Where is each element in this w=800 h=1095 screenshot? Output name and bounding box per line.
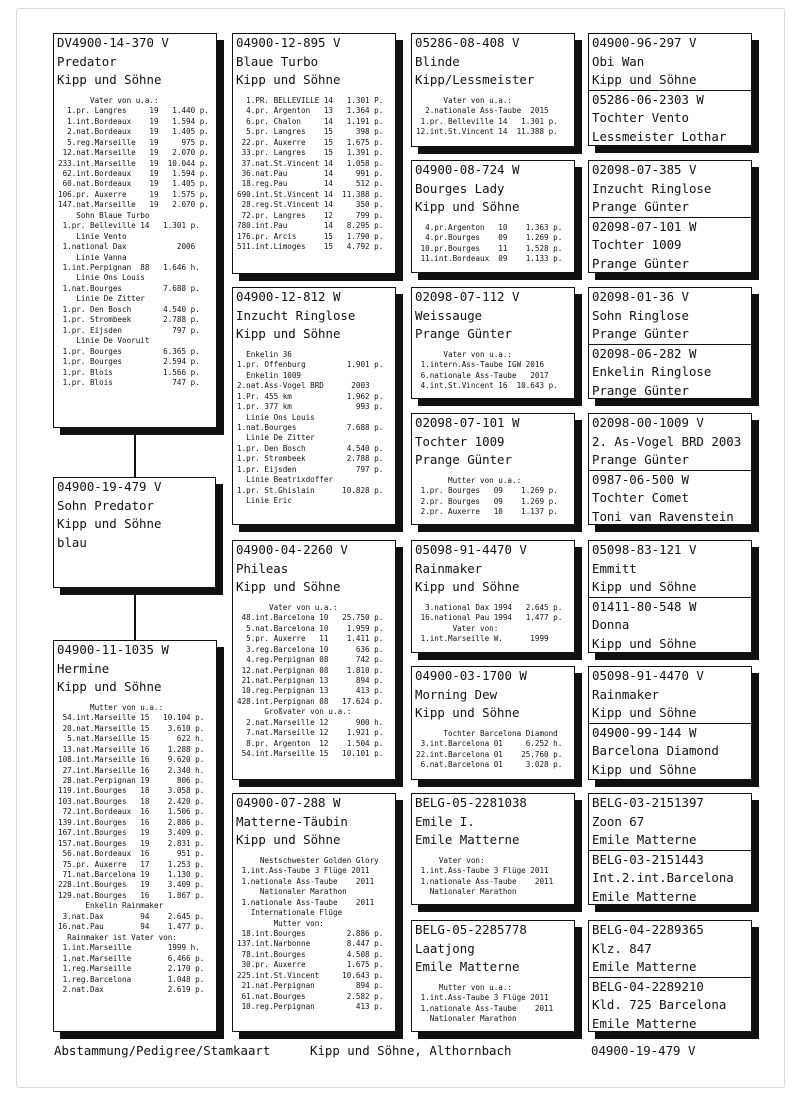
pigeon-line: Kipp und Söhne	[57, 72, 162, 88]
pigeon-line: Barcelona Diamond	[592, 743, 719, 759]
ancestor-entry	[589, 344, 751, 399]
ring-number: 04900-08-724 W	[415, 162, 520, 177]
ancestor-entry	[589, 977, 751, 1032]
great-grandparent-card	[411, 540, 575, 653]
father-card	[53, 33, 217, 428]
ancestor-entry	[589, 850, 751, 905]
pigeon-line: Rainmaker	[415, 560, 483, 576]
pigeon-line: Tochter 1009	[415, 433, 505, 449]
pigeon-line: Hermine	[57, 660, 110, 676]
pigeon-line: Emile Matterne	[415, 959, 520, 975]
pigeon-line: Emmitt	[592, 560, 637, 576]
ring-number: 04900-12-895 V	[236, 35, 341, 50]
pigeon-line: Morning Dew	[415, 686, 498, 702]
ring-number: 04900-11-1035 W	[57, 642, 169, 657]
ring-number: 02098-01-36 V	[592, 289, 689, 304]
pigeon-line: Prange Günter	[592, 452, 689, 468]
connector-line	[134, 432, 136, 478]
ring-number: 05098-91-4470 V	[592, 668, 704, 683]
ring-number: 05286-06-2303 W	[592, 91, 704, 107]
ancestor-entry	[589, 90, 751, 146]
ring-number: 04900-04-2260 V	[236, 542, 348, 557]
pigeon-line: Prange Günter	[592, 382, 689, 398]
performance-record: Vater von: 1.int.Ass-Taube 3 Flüge 2011 1.nationale Ass-Taube 2011 Nationaler Marathon	[420, 855, 554, 897]
ancestor-entry	[589, 723, 751, 780]
pigeon-line: Kipp und Söhne	[592, 635, 697, 651]
pigeon-line: Inzucht Ringlose	[236, 307, 356, 323]
great-grandparent-card	[411, 33, 575, 147]
pigeon-line: Kipp und Söhne	[592, 705, 697, 721]
ancestor-entry	[589, 667, 751, 723]
ring-number: 04900-99-144 W	[592, 724, 697, 740]
ring-number: 04900-19-479 V	[57, 479, 162, 494]
ring-number: BELG-04-2289365	[592, 922, 704, 937]
pigeon-line: Zoon 67	[592, 813, 645, 829]
pigeon-line: Donna	[592, 617, 630, 633]
performance-record: Vater von u.a.: 1.pr. Langres 19 1.440 p. 1.int.Bordeaux 19 1.594 p. 2.nat.Bordeaux 19 1.405 p. 5.reg.Marseille 19 975 p. 12.nat.Marseille 19 2.070 p. 233.int.Marseille 19 10.044 p. 62.int.Bordeaux 19 1.594 p. 60.nat.Bordeaux 19 1.405 p. 106.pr. Auxerre 19 1.575 p. 147.nat.Marseille 19 2.070 p. Sohn Blaue Turbo 1.pr. Belleville 14 1.301 p. Linie Vento 1.national Dax 2006 Linie Vanna 1.int.Perpignan 88 1.646 h. Linie Ons Louis 1.nat.Bourges 7.688 p. Linie De Zitter 1.pr. Den Bosch 4.540 p. 1.pr. Strombeek 2.788 p. 1.pr. Eijsden 797 p. Linie De Vooruit 1.pr. Bourges 6.365 p. 1.pr. Bourges 2.594 p. 1.pr. Blois 1.566 p. 1.pr. Blois 747 p.	[58, 95, 209, 388]
pigeon-line: Kipp und Söhne	[236, 72, 341, 88]
pigeon-line: Klz. 847	[592, 940, 652, 956]
pigeon-line: Matterne-Täubin	[236, 813, 348, 829]
ancestor-entry	[589, 794, 751, 850]
pigeon-line: Toni van Ravenstein	[592, 508, 734, 524]
performance-record: 3.national Dax 1994 2.645 p. 16.national Pau 1994 1.477 p. Vater von: 1.int.Marseille W. 1999	[420, 602, 563, 644]
pigeon-line: Tochter Vento	[592, 110, 689, 126]
performance-record: Tochter Barcelona Diamond 3.int.Barcelona 01 6.252 h. 22.int.Barcelona 01 25.760 p. 6.nat.Barcelona 01 3.028 p.	[416, 728, 563, 770]
performance-record: Enkelin 36 1.pr. Offenburg 1.901 p. Enkelin 1009 2.nat.Ass-Vogel BRD 2003 1.Pr. 455 km 1.962 p. 1.pr. 377 km 993 p. Linie Ons Louis 1.nat.Bourges 7.688 p. Linie De Zitter 1.pr. Den Bosch 4.540 p. 1.pr. Strombeek 2.788 p. 1.pr. Eijsden 797 p. Linie Beatrixdoffer 1.pr. St.Ghislain 10.828 p. Linie Eric	[237, 349, 384, 506]
ring-number: 05098-83-121 V	[592, 542, 697, 557]
pigeon-line: Laatjong	[415, 940, 475, 956]
ring-number: DV4900-14-370 V	[57, 35, 169, 50]
footer-ring: 04900-19-479 V	[591, 1043, 696, 1058]
grandparent-card	[232, 33, 396, 274]
pigeon-line: Tochter 1009	[592, 237, 682, 253]
great-grandparent-card	[411, 160, 575, 273]
pigeon-line: Emile Matterne	[592, 832, 697, 848]
pigeon-line: Kld. 725 Barcelona	[592, 997, 727, 1013]
ring-number: 04900-03-1700 W	[415, 668, 527, 683]
performance-record: Nestschwester Golden Glory 1.int.Ass-Taube 3 Flüge 2011 1.nationale Ass-Taube 2011 Nationaler Marathon 1.nationale Ass-Taube 2011 Internationale Flüge Mutter von: 18.int.Bourges 2.886 p. 137.int.Narbonne 8.447 p. 78.int.Bourges 4.508 p. 30.pr. Auxerre 1.675 p. 225.int.St.Vincent 10.643 p. 21.nat.Perpignan 894 p. 61.nat.Bourges 2.582 p. 10.reg.Perpignan 413 p.	[237, 855, 384, 1012]
ancestor-entry	[589, 217, 751, 273]
pigeon-line: Blaue Turbo	[236, 53, 319, 69]
pigeon-line: Inzucht Ringlose	[592, 180, 712, 196]
pigeon-line: Kipp und Söhne	[415, 199, 520, 215]
pigeon-line: Kipp und Söhne	[236, 579, 341, 595]
pigeon-line: Emile Matterne	[592, 888, 697, 904]
subject-card	[53, 477, 216, 588]
pigeon-line: Sohn Predator	[57, 497, 154, 513]
pigeon-line: Kipp und Söhne	[57, 679, 162, 695]
great-great-grandparent-pair	[588, 666, 752, 780]
footer-title: Abstammung/Pedigree/Stamkaart	[54, 1043, 271, 1058]
ancestor-entry	[589, 597, 751, 653]
pigeon-line: blau	[57, 534, 87, 550]
pigeon-line: Kipp und Söhne	[592, 72, 697, 88]
ring-number: 02098-07-112 V	[415, 289, 520, 304]
ring-number: 0987-06-500 W	[592, 471, 689, 487]
pigeon-line: Prange Günter	[415, 326, 512, 342]
footer-breeder: Kipp und Söhne, Althornbach	[310, 1043, 512, 1058]
pigeon-line: Kipp und Söhne	[236, 326, 341, 342]
grandparent-card	[232, 287, 396, 525]
ring-number: 02098-07-101 W	[592, 218, 697, 234]
connector-line	[134, 595, 136, 641]
ancestor-entry	[589, 414, 751, 470]
ring-number: BELG-04-2289210	[592, 978, 704, 994]
ancestor-entry	[589, 470, 751, 525]
pigeon-line: Rainmaker	[592, 686, 660, 702]
pigeon-line: Emile Matterne	[592, 1015, 697, 1031]
pigeon-line: Emile Matterne	[592, 959, 697, 975]
ancestor-entry	[589, 288, 751, 344]
great-grandparent-card	[411, 793, 575, 905]
ring-number: BELG-03-2151443	[592, 851, 704, 867]
grandparent-card	[232, 793, 396, 1032]
mother-card	[53, 640, 217, 1032]
ring-number: 04900-07-288 W	[236, 795, 341, 810]
ancestor-entry	[589, 161, 751, 217]
great-great-grandparent-pair	[588, 33, 752, 146]
ring-number: 05098-91-4470 V	[415, 542, 527, 557]
pigeon-line: Weissauge	[415, 307, 483, 323]
pigeon-line: Lessmeister Lothar	[592, 128, 727, 144]
pigeon-line: Sohn Ringlose	[592, 307, 689, 323]
pigeon-line: Int.2.int.Barcelona	[592, 870, 734, 886]
performance-record: 1.PR. BELLEVILLE 14 1.301 P. 4.pr. Argenton 13 1.364 p. 6.pr. Chalon 14 1.191 p. 5.pr. Langres 15 398 p. 22.pr. Auxerre 15 1.675 p. 33.pr. Langres 15 1.391 p. 37.nat.St.Vincent 14 1.058 p. 36.nat.Pau 14 991 p. 18.reg.Pau 14 512 p. 690.int.St.Vincent 14 11.388 p. 28.reg.St.Vincent 14 350 p. 72.pr. Langres 12 799 p. 780.int.Pau 14 8.295 p. 176.pr. Arcis 15 1.790 p. 511.int.Limoges 15 4.792 p.	[237, 95, 384, 252]
ring-number: 01411-80-548 W	[592, 598, 697, 614]
pigeon-line: Kipp und Söhne	[236, 832, 341, 848]
pigeon-line: Kipp/Lessmeister	[415, 72, 535, 88]
ring-number: BELG-03-2151397	[592, 795, 704, 810]
pigeon-line: Enkelin Ringlose	[592, 364, 712, 380]
pigeon-line: Emile I.	[415, 813, 475, 829]
pigeon-line: Emile Matterne	[415, 832, 520, 848]
pigeon-line: Kipp und Söhne	[592, 761, 697, 777]
ring-number: BELG-05-2285778	[415, 922, 527, 937]
pigeon-line: Prange Günter	[592, 326, 689, 342]
great-great-grandparent-pair	[588, 160, 752, 273]
performance-record: Mutter von u.a.: 1.int.Ass-Taube 3 Flüge 2011 1.nationale Ass-Taube 2011 Nationaler Marathon	[420, 982, 554, 1024]
great-great-grandparent-pair	[588, 287, 752, 399]
grandparent-card	[232, 540, 396, 780]
pigeon-line: Blinde	[415, 53, 460, 69]
ancestor-entry	[589, 541, 751, 597]
great-grandparent-card	[411, 666, 575, 780]
pigeon-line: Predator	[57, 53, 117, 69]
great-grandparent-card	[411, 920, 575, 1032]
pigeon-line: Kipp und Söhne	[415, 705, 520, 721]
great-great-grandparent-pair	[588, 413, 752, 525]
ring-number: 04900-12-812 W	[236, 289, 341, 304]
ring-number: 05286-08-408 V	[415, 35, 520, 50]
performance-record: Mutter von u.a.: 54.int.Marseille 15 10.104 p. 20.nat.Marseille 15 3.610 p. 5.nat.Marseille 15 622 h. 13.nat.Marseille 16 1.288 p. 108.int.Marseille 16 9.620 p. 27.int.Marseille 16 2.340 h. 28.nat.Perpignan 19 806 p. 119.int.Bourges 18 3.058 p. 103.nat.Bourges 18 2.420 p. 72.int.Bordeaux 16 1.506 p. 139.int.Bourges 16 2.886 p. 167.int.Bourges 19 3.409 p. 157.nat.Bourges 19 2.831 p. 56.nat.Bordeaux 16 951 p. 75.pr. Auxerre 17 1.253 p. 71.nat.Barcelona 19 1.130 p. 228.int.Bourges 19 3.409 p. 129.nat.Bourges 16 1.867 p. Enkelin Rainmaker 3.nat.Dax 94 2.645 p. 16.nat.Pau 94 1.477 p. Rainmaker ist Vater von: 1.int.Marseille 1999 h. 1.nat.Marseille 6.466 p. 1.reg.Marseille 2.170 p. 1.reg.Barcelona 1.048 p. 2.nat.Dax 2.619 p.	[58, 702, 205, 995]
pigeon-line: Kipp und Söhne	[57, 516, 162, 532]
pigeon-line: Prange Günter	[592, 255, 689, 271]
performance-record: Vater von u.a.: 1.intern.Ass-Taube IGW 2016 6.nationale Ass-Taube 2017 4.int.St.Vincent 16 10.643 p.	[420, 349, 558, 391]
pigeon-line: Kipp und Söhne	[415, 579, 520, 595]
pigeon-line: Phileas	[236, 560, 289, 576]
great-great-grandparent-pair	[588, 540, 752, 653]
great-grandparent-card	[411, 287, 575, 399]
great-great-grandparent-pair	[588, 920, 752, 1032]
pigeon-line: Obi Wan	[592, 53, 645, 69]
ancestor-entry	[589, 34, 751, 90]
ring-number: 02098-06-282 W	[592, 345, 697, 361]
ancestor-entry	[589, 921, 751, 977]
ring-number: 04900-96-297 V	[592, 35, 697, 50]
pigeon-line: Bourges Lady	[415, 180, 505, 196]
pigeon-line: Kipp und Söhne	[592, 579, 697, 595]
ring-number: 02098-07-101 W	[415, 415, 520, 430]
performance-record: Mutter von u.a.: 1.pr. Bourges 09 1.269 p. 2.pr. Bourges 09 1.269 p. 2.pr. Auxerre 10 1.137 p.	[420, 475, 558, 517]
great-grandparent-card	[411, 413, 575, 525]
performance-record: 4.pr.Argenton 10 1.363 p. 4.pr.Bourges 09 1.269 p. 10.pr.Bourges 11 1.528 p. 11.int.Bordeaux 09 1.133 p.	[420, 222, 563, 264]
pigeon-line: Tochter Comet	[592, 490, 689, 506]
ring-number: 02098-00-1009 V	[592, 415, 704, 430]
ring-number: BELG-05-2281038	[415, 795, 527, 810]
pigeon-line: Prange Günter	[592, 199, 689, 215]
great-great-grandparent-pair	[588, 793, 752, 905]
performance-record: Vater von u.a.: 2.nationale Ass-Taube 2015 1.pr. Belleville 14 1.301 p. 12.int.St.Vincent 14 11.388 p.	[416, 95, 558, 137]
performance-record: Vater von u.a.: 48.int.Barcelona 10 25.750 p. 5.nat.Barcelona 10 1.959 p. 5.pr. Auxerre 11 1.411 p. 3.reg.Barcelona 10 636 p. 4.reg.Perpignan 08 742 p. 12.nat.Perpignan 08 1.810 p. 21.nat.Perpignan 13 894 p. 10.reg.Perpignan 13 413 p. 428.int.Perpignan 08 17.624 p. Großvater von u.a.: 2.nat.Marseille 12 900 h. 7.nat.Marseille 12 1.921 p. 8.pr. Argenton 12 1.504 p. 54.int.Marseille 15 10.101 p.	[237, 602, 384, 759]
pigeon-line: 2. As-Vogel BRD 2003	[592, 433, 742, 449]
ring-number: 02098-07-385 V	[592, 162, 697, 177]
pigeon-line: Prange Günter	[415, 452, 512, 468]
